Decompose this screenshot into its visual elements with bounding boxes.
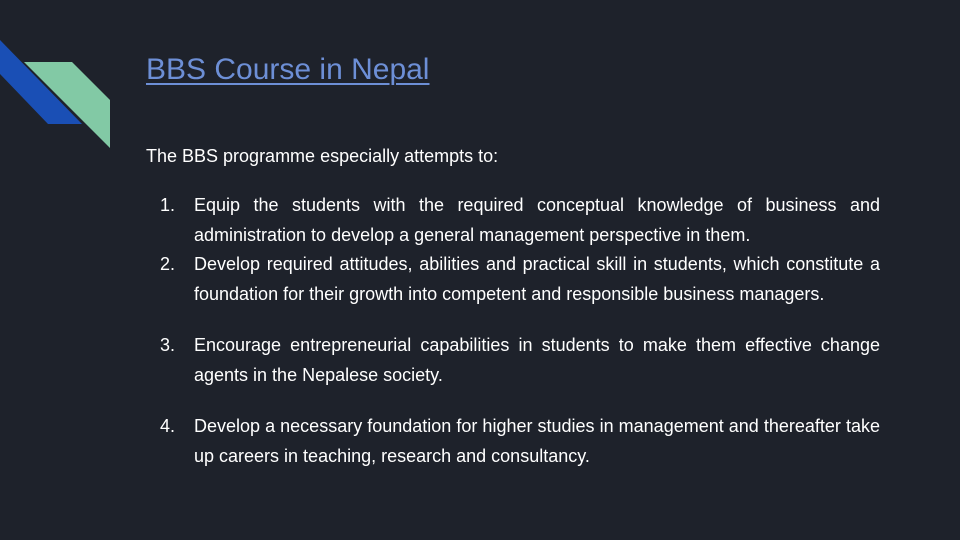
list-item-number: 2.: [160, 254, 176, 274]
slide-title-link[interactable]: BBS Course in Nepal: [146, 53, 430, 86]
list-item: [146, 250, 880, 309]
list-item-text: Equip the students with the required conceptual knowledge of business and administration to develop a general management perspective in them.: [194, 195, 880, 245]
list-item: [146, 191, 880, 250]
list-item-number: 4.: [160, 416, 176, 436]
objectives-list: [146, 191, 880, 471]
list-item-number: 1.: [160, 195, 176, 215]
list-item: [146, 412, 880, 471]
corner-decoration: [0, 0, 120, 160]
list-item: [146, 331, 880, 390]
list-item-number: 3.: [160, 335, 176, 355]
list-item-text: Develop required attitudes, abilities and practical skill in students, which constitute a foundation for their growth into competent and responsible business managers.: [194, 254, 880, 304]
intro-text: The BBS programme especially attempts to:: [146, 146, 499, 166]
list-item-text: Encourage entrepreneurial capabilities in students to make them effective change agents in the Nepalese society.: [194, 335, 880, 385]
list-item-text: Develop a necessary foundation for higher studies in management and thereafter take up careers in teaching, research and consultancy.: [194, 416, 880, 466]
